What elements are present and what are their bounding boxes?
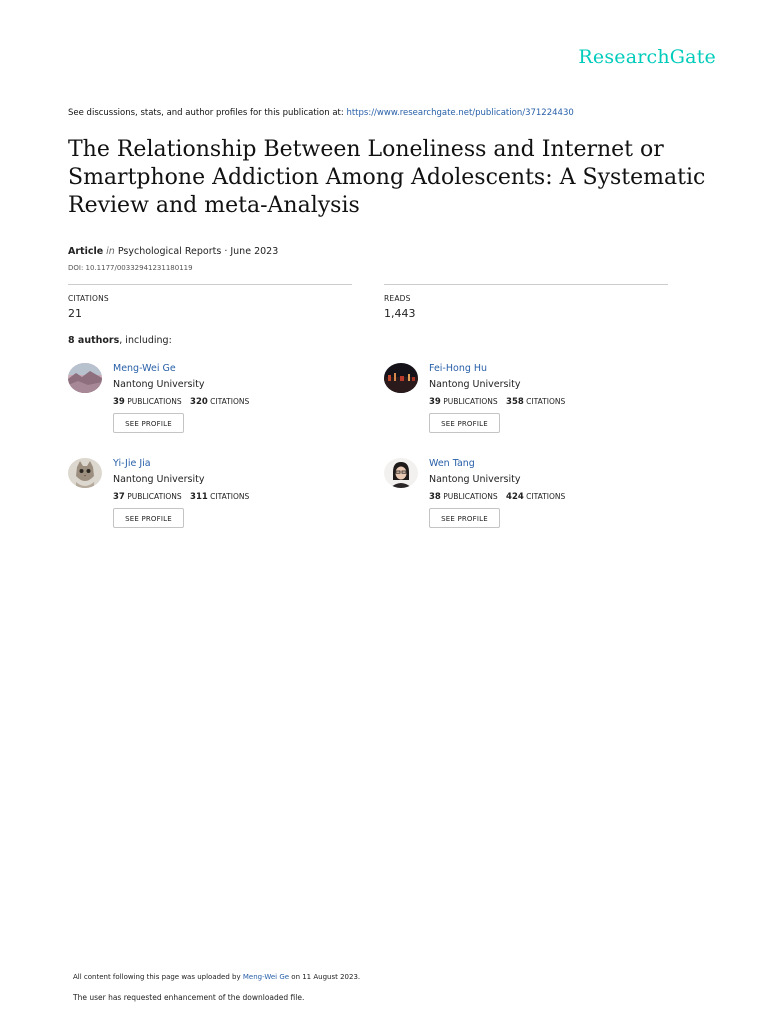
- discussion-text: See discussions, stats, and author profiles for this publication at:: [68, 108, 344, 118]
- avatar[interactable]: [68, 458, 102, 488]
- reads-value: 1,443: [384, 307, 416, 320]
- author-institution: Nantong University: [429, 474, 521, 485]
- see-profile-button[interactable]: SEE PROFILE: [429, 508, 500, 528]
- author-name[interactable]: Meng-Wei Ge: [113, 363, 176, 374]
- citations-label: CITATIONS: [526, 492, 566, 501]
- night-city-photo-icon: [384, 363, 418, 393]
- see-profile-button[interactable]: SEE PROFILE: [113, 508, 184, 528]
- uploader-link[interactable]: Meng-Wei Ge: [242, 973, 290, 981]
- publications-label: PUBLICATIONS: [127, 492, 182, 501]
- landscape-photo-icon: [68, 363, 102, 393]
- author-stats: [113, 492, 249, 502]
- enhancement-notice: The user has requested enhancement of the downloaded file.: [73, 993, 305, 1002]
- citations-stat: [68, 284, 352, 320]
- see-profile-button[interactable]: SEE PROFILE: [429, 413, 500, 433]
- cat-photo-icon: [68, 458, 102, 488]
- publication-count: 37: [113, 492, 125, 502]
- citation-count: 424: [506, 492, 524, 502]
- author-card: [384, 363, 644, 443]
- citations-value: 21: [68, 307, 82, 320]
- citation-count: 358: [506, 397, 524, 407]
- publication-link[interactable]: https://www.researchgate.net/publication/371224430: [346, 108, 574, 118]
- publication-venue: Psychological Reports · June 2023: [117, 246, 279, 257]
- in-label: in: [106, 246, 115, 257]
- citation-count: 320: [190, 397, 208, 407]
- publication-count: 39: [113, 397, 125, 407]
- portrait-photo-icon: [384, 458, 418, 488]
- upload-notice: [73, 973, 360, 981]
- citations-label: CITATIONS: [68, 294, 109, 303]
- authors-count: 8 authors: [68, 335, 120, 346]
- author-stats: [113, 397, 249, 407]
- avatar[interactable]: [384, 458, 418, 488]
- citations-label: CITATIONS: [210, 397, 250, 406]
- author-stats: [429, 397, 565, 407]
- doi: DOI: 10.1177/00332941231180119: [68, 264, 193, 272]
- publications-label: PUBLICATIONS: [127, 397, 182, 406]
- publication-meta: [68, 246, 278, 257]
- author-card: [384, 458, 644, 538]
- author-institution: Nantong University: [429, 379, 521, 390]
- upload-prefix: All content following this page was uploaded by: [73, 973, 241, 981]
- reads-label: READS: [384, 294, 411, 303]
- publication-count: 39: [429, 397, 441, 407]
- author-card: [68, 458, 328, 538]
- publication-title: The Relationship Between Loneliness and Internet or Smartphone Addiction Among Adolescents: A Systematic Review and meta-Analysis: [68, 137, 706, 218]
- citations-label: CITATIONS: [526, 397, 566, 406]
- author-card: [68, 363, 328, 443]
- publications-label: PUBLICATIONS: [443, 492, 498, 501]
- authors-summary: [68, 335, 172, 346]
- author-name[interactable]: Yi-Jie Jia: [113, 458, 151, 469]
- author-name[interactable]: Fei-Hong Hu: [429, 363, 488, 374]
- author-institution: Nantong University: [113, 474, 205, 485]
- publication-type: Article: [68, 246, 104, 257]
- author-stats: [429, 492, 565, 502]
- researchgate-logo[interactable]: ResearchGate: [578, 46, 716, 68]
- citations-label: CITATIONS: [210, 492, 250, 501]
- publications-label: PUBLICATIONS: [443, 397, 498, 406]
- author-institution: Nantong University: [113, 379, 205, 390]
- upload-suffix: on 11 August 2023.: [291, 973, 361, 981]
- publication-count: 38: [429, 492, 441, 502]
- author-name[interactable]: Wen Tang: [429, 458, 475, 469]
- see-profile-button[interactable]: SEE PROFILE: [113, 413, 184, 433]
- citation-count: 311: [190, 492, 208, 502]
- reads-stat: [384, 284, 668, 320]
- discussion-line: [68, 108, 574, 118]
- authors-suffix: , including:: [119, 335, 172, 346]
- avatar[interactable]: [384, 363, 418, 393]
- avatar[interactable]: [68, 363, 102, 393]
